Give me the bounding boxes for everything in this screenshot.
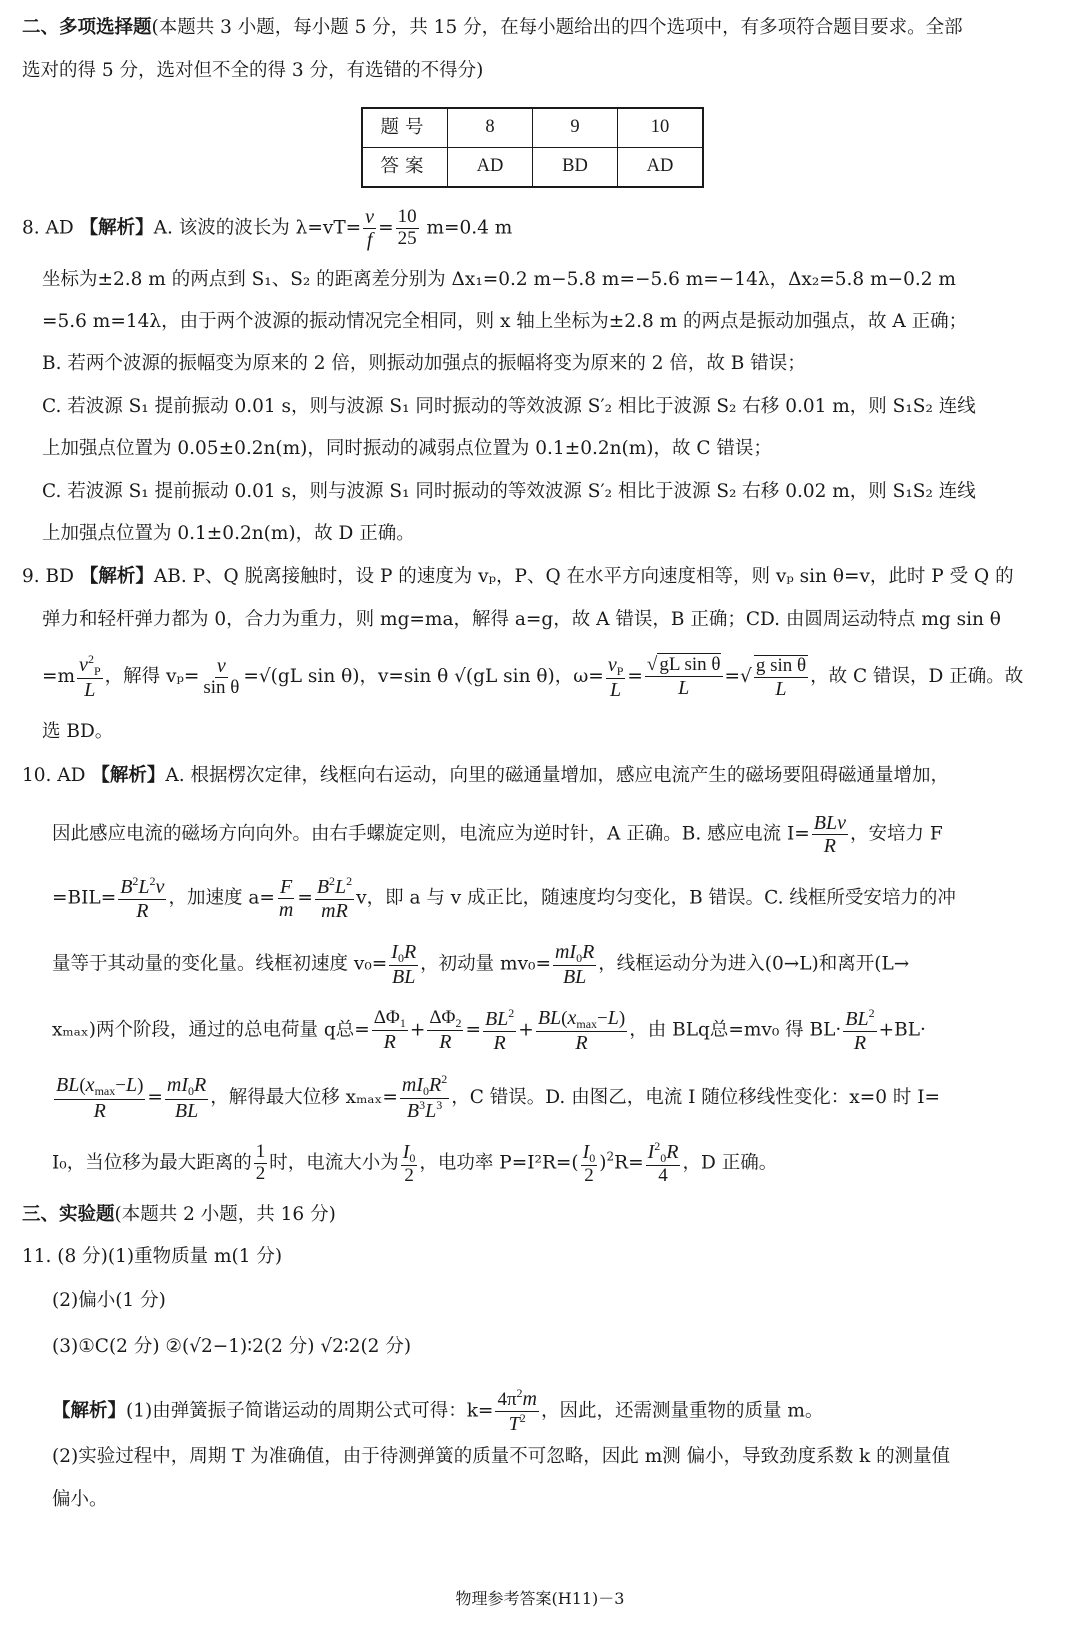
q10-text: ，由 BLq总=mv₀ 得 BL·: [629, 1019, 842, 1041]
fraction: $BL(x_{max}-L)$ R: [56, 1074, 144, 1122]
fraction: $\frac{mI_0R}{BL}$: [554, 941, 595, 989]
fraction: $\frac{BL^2}{R}$: [484, 1006, 515, 1055]
q8-line-3: =5.6 m=14λ，由于两个波源的振动情况完全相同，则 x 轴上坐标为±2.8 m 的两点是振动加强点，故 A 正确；: [42, 311, 968, 332]
fraction: $\frac{v^2_P}{L}$: [79, 652, 101, 702]
q10-line-1: [22, 762, 949, 790]
q11-line-2: (2)偏小(1 分): [52, 1290, 166, 1311]
fraction: $\frac{\text{g sin θ}}{L}$: [755, 654, 807, 700]
q10-text: ，初动量 mv₀=: [420, 953, 551, 975]
q11-text: ，因此，还需测量重物的质量 m。: [540, 1400, 824, 1422]
fraction: $\frac{I_0}{2}$: [402, 1140, 416, 1186]
q10-text: xₘₐₓ)两个阶段，通过的总电荷量 q总=: [52, 1019, 370, 1041]
analysis-tag: 【解析】: [79, 217, 154, 239]
table-cell: AD: [448, 148, 533, 188]
fraction: $\frac{B^2L^2}{mR}$: [316, 874, 353, 922]
q10-text: 因此感应电流的磁场方向向外。由右手螺旋定则，电流应为逆时针，A 正确。B. 感应电流 I=: [52, 823, 810, 845]
fraction: BLv R: [813, 812, 847, 857]
q8-line-4: B. 若两个波源的振幅变为原来的 2 倍，则振动加强点的振幅将变为原来的 2 倍，故 B 错误；: [42, 353, 806, 374]
table-cell: BD: [533, 148, 618, 188]
section2-title: 二、多项选择题: [22, 17, 152, 38]
analysis-tag: 【解析】: [91, 765, 166, 786]
section2-heading: [22, 14, 963, 42]
fraction: $\frac{mI_0R^2}{B^3L^3}$: [401, 1072, 448, 1123]
q8-text: A. 该波的波长为 λ=vT=: [153, 217, 362, 239]
q10-text: I₀，当位移为最大距离的: [52, 1152, 252, 1174]
fraction: $\frac{1}{2}$: [255, 1141, 266, 1185]
table-cell: 10: [618, 108, 704, 148]
q10-line-3: =BIL= $\frac{B^2L^2v}{R}$ ，加速度 a= $\frac{F}{m}$ = $\frac{B^2L^2}{mR}$ v，即 a 与 v 成正比，随速度均匀变化，B 错误。C. 线框所受安培力的冲: [52, 874, 956, 922]
answer-table: [361, 107, 704, 188]
q10-text: R=: [614, 1152, 644, 1174]
analysis-tag: 【解析】: [79, 566, 154, 587]
q11-line-3: (3)①C(2 分) ②(√2−1)∶2(2 分) √2∶2(2 分): [52, 1336, 412, 1357]
q10-text: 量等于其动量的变化量。线框初速度 v₀=: [52, 953, 388, 975]
fraction: $\frac{I^2_0R}{4}$: [647, 1139, 679, 1187]
q10-number: 10. AD: [22, 765, 86, 786]
q10-text: ，电功率 P=I²R=: [419, 1152, 572, 1174]
q8-line-2: 坐标为±2.8 m 的两点到 S₁、S₂ 的距离差分别为 Δx₁=0.2 m−5.8 m=−5.6 m=−14λ，Δx₂=5.8 m−0.2 m: [42, 269, 956, 290]
q8-line-8: 上加强点位置为 0.1±0.2n(m)，故 D 正确。: [42, 523, 415, 544]
table-cell: 8: [448, 108, 533, 148]
fraction: $\frac{v}{\text{sin θ}}$: [203, 655, 240, 699]
q8-number: 8. AD: [22, 217, 74, 239]
fraction: $\frac{B^2L^2v}{R}$: [120, 874, 165, 922]
q10-line-7: I₀，当位移为最大距离的 $\frac{1}{2}$ 时，电流大小为 $\frac{I_0}{2}$ ，电功率 P=I²R=( $\frac{I_0}{2}$ )$^2$R= $\frac{I^2_0R}{4}$ ，D 正确。: [52, 1139, 778, 1187]
table-cell: AD: [618, 148, 704, 188]
fraction: $\frac{4\pi^2m}{T^2}$: [497, 1386, 537, 1435]
q11-line-4: [52, 1387, 823, 1436]
table-cell: 9: [533, 108, 618, 148]
q10-text: =BIL=: [52, 887, 117, 909]
q11-text: (1)由弹簧振子简谐运动的周期公式可得：k=: [126, 1400, 494, 1422]
q10-text: ，D 正确。: [682, 1152, 778, 1174]
page-footer: 物理参考答案(H11)－3: [455, 1589, 625, 1608]
q8-text: m=0.4 m: [420, 217, 513, 239]
q10-text: +BL·: [878, 1019, 926, 1041]
q8-line-1: 8. AD 【解析】A. 该波的波长为 λ=vT= $\frac{v}{f}$ = $\frac{10}{25}$ m=0.4 m: [22, 206, 513, 251]
fraction: $\frac{\Delta\Phi_2}{R}$: [429, 1007, 462, 1054]
q9-line-4: 选 BD。: [42, 721, 114, 742]
section2-desc-2: 选对的得 5 分，选对但不全的得 3 分，有选错的不得分): [22, 60, 484, 81]
q10-line-4: [52, 941, 909, 988]
q9-text: ，故 C 错误，D 正确。故: [810, 666, 1024, 688]
q10-text: ，加速度 a=: [168, 887, 275, 909]
q9-number: 9. BD: [22, 566, 74, 587]
q8-line-5: C. 若波源 S₁ 提前振动 0.01 s，则与波源 S₁ 同时振动的等效波源 S′₂ 相比于波源 S₂ 右移 0.01 m，则 S₁S₂ 连线: [42, 396, 976, 417]
section3-desc: (本题共 2 小题，共 16 分): [114, 1204, 336, 1225]
fraction: $\frac{mI_0R}{BL}$: [166, 1074, 207, 1122]
table-cell: 题号: [362, 108, 448, 148]
q9-text: ，解得 vₚ=: [104, 666, 200, 688]
section3-heading: [22, 1201, 336, 1229]
answer-table-header-row: [362, 108, 703, 148]
q10-line-2: [52, 812, 943, 857]
q10-text: A. 根据楞次定律，线框向右运动，向里的磁通量增加，感应电流产生的磁场要阻碍磁通量增加，: [165, 765, 950, 786]
answer-table-answer-row: [362, 148, 703, 188]
fraction: $\frac{F}{m}$: [278, 875, 294, 921]
q9-line-2: 弹力和轻杆弹力都为 0，合力为重力，则 mg=ma，解得 a=g，故 A 错误，B 正确；CD. 由圆周运动特点 mg sin θ: [42, 609, 1001, 630]
q9-line-3: =m $\frac{v^2_P}{L}$ ，解得 vₚ= $\frac{v}{\text{sin θ}}$ =√(gL sin θ)，v=sin θ √(gL sin θ)，ω= $\frac{v_P}{L}$ = $\frac{\text{√ gL sin θ}}{L}$ =√ $\frac{\text{g sin θ}}{L}$ ，故 C 错误，D 正确。故: [42, 652, 1024, 702]
q10-text: ，C 错误。D. 由图乙，电流 I 随位移线性变化：x=0 时 I=: [451, 1087, 941, 1109]
table-cell: 答案: [362, 148, 448, 188]
fraction: $\frac{10}{25}$: [397, 206, 417, 249]
section3-title: 三、实验题: [22, 1204, 115, 1225]
fraction: $\frac{BL^2}{R}$: [845, 1006, 875, 1055]
fraction: $\frac{\text{√ gL sin θ}}{L}$: [646, 654, 721, 700]
q10-text: ，安培力 F: [850, 823, 943, 845]
fraction: $\frac{v_P}{L}$: [607, 653, 624, 701]
analysis-tag: 【解析】: [52, 1400, 127, 1422]
q8-line-6: 上加强点位置为 0.05±0.2n(m)，同时振动的减弱点位置为 0.1±0.2n(m)，故 C 错误；: [42, 438, 772, 459]
q10-text: ，线框运动分为进入(0→L)和离开(L→: [598, 953, 910, 975]
q11-line-5: (2)实验过程中，周期 T 为准确值，由于待测弹簧的质量不可忽略，因此 m测 偏小，导致劲度系数 k 的测量值: [52, 1446, 951, 1467]
fraction: $\frac{I_0}{2}$: [582, 1140, 596, 1186]
q9-text: =m: [42, 666, 76, 688]
q10-line-5: xₘₐₓ)两个阶段，通过的总电荷量 q总= $\frac{\Delta\Phi_1}{R}$ + $\frac{\Delta\Phi_2}{R}$ = $\frac{BL^2}{R}$ + $BL(x_{max}-L)$ R ，由 BLq总=mv₀ 得 BL· $\frac{BL^2}{R}$ +BL·: [52, 1006, 926, 1055]
fraction: $BL(x_{max}-L)$ R: [537, 1007, 626, 1055]
q9-text: =√(gL sin θ)，v=sin θ √(gL sin θ)，ω=: [243, 666, 604, 688]
q10-line-6: $BL(x_{max}-L)$ R = $\frac{mI_0R}{BL}$ ，解得最大位移 xₘₐₓ= $\frac{mI_0R^2}{B^3L^3}$ ，C 错误。D. 由图乙，电流 I 随位移线性变化：x=0 时 I=: [56, 1072, 941, 1123]
section2-desc-1: (本题共 3 小题，每小题 5 分，共 15 分，在每小题给出的四个选项中，有多项符合题目要求。全部: [151, 17, 963, 38]
q10-text: v，即 a 与 v 成正比，随速度均匀变化，B 错误。C. 线框所受安培力的冲: [356, 887, 956, 909]
fraction: $\frac{v}{f}$: [365, 206, 375, 251]
q8-line-7: C. 若波源 S₁ 提前振动 0.01 s，则与波源 S₁ 同时振动的等效波源 S′₂ 相比于波源 S₂ 右移 0.02 m，则 S₁S₂ 连线: [42, 481, 976, 502]
q11-line-6: 偏小。: [52, 1489, 108, 1510]
fraction: $\frac{\Delta\Phi_1}{R}$: [373, 1007, 406, 1054]
q9-line-1: [22, 563, 1014, 591]
fraction: $\frac{I_0R}{BL}$: [391, 941, 417, 989]
q10-text: ，解得最大位移 xₘₐₓ=: [210, 1087, 398, 1109]
q10-text: 时，电流大小为: [269, 1152, 399, 1174]
q9-text: AB. P、Q 脱离接触时，设 P 的速度为 vₚ，P、Q 在水平方向速度相等，则 vₚ sin θ=v，此时 P 受 Q 的: [153, 566, 1014, 587]
q11-line-1: 11. (8 分)(1)重物质量 m(1 分): [22, 1246, 283, 1267]
